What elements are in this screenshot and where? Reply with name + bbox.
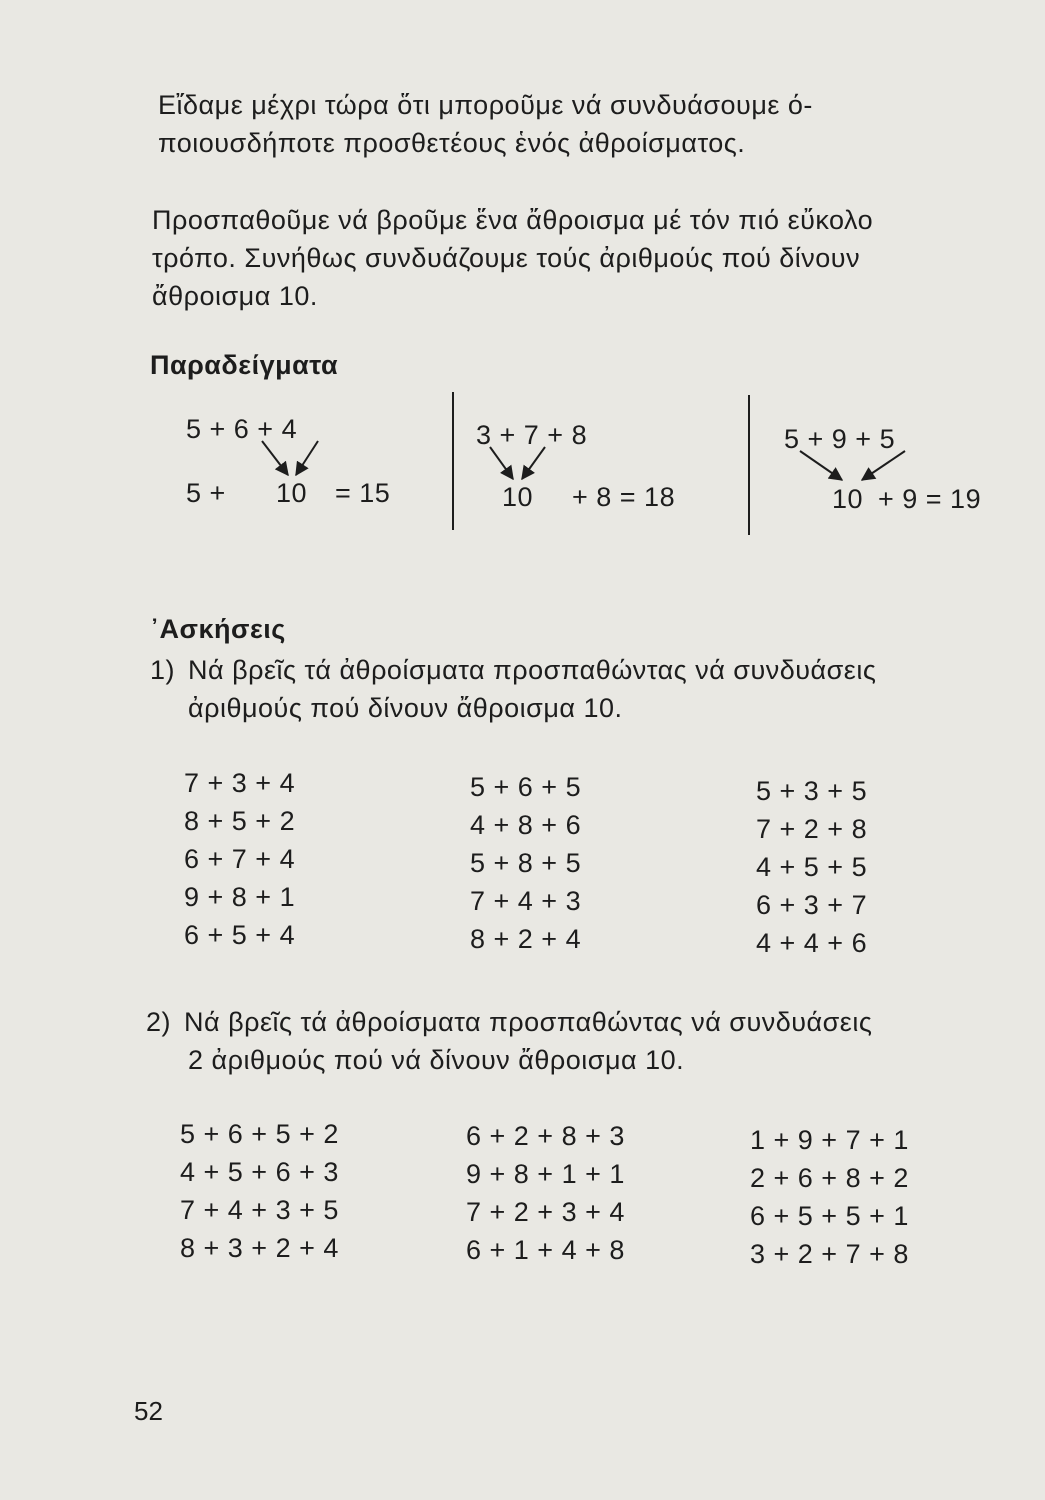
hint-line-3: ἄθροισμα 10. bbox=[152, 281, 318, 311]
exercise-1-column-2 bbox=[470, 768, 581, 958]
exercise-1-item: 8 + 5 + 2 bbox=[184, 806, 296, 836]
exercise-1-item: 8 + 2 + 4 bbox=[470, 924, 582, 954]
exercise-2-instructions bbox=[146, 1003, 872, 1079]
exercise-1-item: 6 + 5 + 4 bbox=[184, 920, 296, 950]
example-1-ten: 10 bbox=[276, 478, 308, 508]
intro-line-1: Εἴδαμε μέχρι τώρα ὅτι μποροῦμε νά συνδυάσουμε ό- bbox=[158, 90, 813, 120]
hint-line-1: Προσπαθοῦμε νά βροῦμε ἕνα ἄθροισμα μέ τόν πιό εὔκολο bbox=[152, 205, 874, 235]
hint-line-2: τρόπο. Συνήθως συνδυάζουμε τούς ἀριθμούς πού δίνουν bbox=[152, 243, 861, 273]
exercise-1-item: 4 + 8 + 6 bbox=[470, 810, 582, 840]
exercise-1-instructions bbox=[150, 651, 876, 727]
exercise-2-item: 5 + 6 + 5 + 2 bbox=[180, 1119, 339, 1149]
exercise-2-column-1 bbox=[180, 1115, 339, 1267]
exercise-2-item: 3 + 2 + 7 + 8 bbox=[750, 1239, 909, 1269]
example-2-arrow-left bbox=[490, 447, 513, 479]
example-2-arrow-right bbox=[522, 447, 545, 479]
exercise-1-item: 5 + 3 + 5 bbox=[756, 776, 868, 806]
exercise-1-number: 1) bbox=[150, 655, 176, 685]
example-1-result: = 15 bbox=[335, 478, 391, 508]
exercise-1-line-1: Νά βρεῖς τά ἀθροίσματα προσπαθώντας νά συνδυάσεις bbox=[188, 655, 877, 685]
exercise-2-item: 1 + 9 + 7 + 1 bbox=[750, 1125, 909, 1155]
exercise-1-column-3 bbox=[756, 772, 867, 962]
example-3-top: 5 + 9 + 5 bbox=[784, 424, 896, 454]
exercise-2-item: 6 + 5 + 5 + 1 bbox=[750, 1201, 909, 1231]
example-3-ten: 10 bbox=[832, 484, 864, 514]
exercise-2-item: 7 + 2 + 3 + 4 bbox=[466, 1197, 625, 1227]
exercise-2-line-2: 2 ἀριθμούς πού νά δίνουν ἄθροισμα 10. bbox=[188, 1045, 685, 1075]
exercise-2-item: 6 + 1 + 4 + 8 bbox=[466, 1235, 625, 1265]
example-2-result: + 8 = 18 bbox=[572, 482, 676, 512]
exercise-1-item: 7 + 4 + 3 bbox=[470, 886, 582, 916]
example-2-ten: 10 bbox=[502, 482, 534, 512]
exercise-1-line-2: ἀριθμούς πού δίνουν ἄθροισμα 10. bbox=[188, 693, 623, 723]
exercise-2-column-3 bbox=[750, 1121, 909, 1273]
example-2-top: 3 + 7 + 8 bbox=[476, 420, 588, 450]
example-3-arrow-right bbox=[862, 451, 905, 480]
example-3-result: + 9 = 19 bbox=[878, 484, 982, 514]
exercise-1-item: 7 + 2 + 8 bbox=[756, 814, 868, 844]
example-3-arrow-left bbox=[800, 451, 842, 480]
example-1-arrow-right bbox=[296, 441, 318, 475]
examples-heading: Παραδείγματα bbox=[150, 350, 339, 380]
intro-line-2: ποιουσδήποτε προσθετέους ἑνός ἀθροίσματος. bbox=[158, 128, 746, 158]
exercise-1-item: 5 + 8 + 5 bbox=[470, 848, 582, 878]
exercise-1-column-1 bbox=[184, 764, 295, 954]
example-1-arrow-left bbox=[262, 441, 288, 475]
exercise-2-item: 7 + 4 + 3 + 5 bbox=[180, 1195, 339, 1225]
exercise-1-item: 9 + 8 + 1 bbox=[184, 882, 296, 912]
example-1-top: 5 + 6 + 4 bbox=[186, 414, 298, 444]
exercise-1-item: 4 + 5 + 5 bbox=[756, 852, 868, 882]
exercise-2-item: 8 + 3 + 2 + 4 bbox=[180, 1233, 339, 1263]
exercise-2-item: 4 + 5 + 6 + 3 bbox=[180, 1157, 339, 1187]
exercise-2-number: 2) bbox=[146, 1007, 172, 1037]
exercise-1-item: 4 + 4 + 6 bbox=[756, 928, 868, 958]
exercise-2-column-2 bbox=[466, 1117, 625, 1269]
exercises-heading: ᾿Ασκήσεις bbox=[150, 614, 286, 644]
exercise-2-item: 6 + 2 + 8 + 3 bbox=[466, 1121, 625, 1151]
exercise-2-item: 9 + 8 + 1 + 1 bbox=[466, 1159, 625, 1189]
exercise-1-item: 5 + 6 + 5 bbox=[470, 772, 582, 802]
exercise-1-item: 6 + 7 + 4 bbox=[184, 844, 296, 874]
exercise-1-item: 6 + 3 + 7 bbox=[756, 890, 868, 920]
example-1-bottom-left: 5 + bbox=[186, 478, 226, 508]
exercise-2-line-1: Νά βρεῖς τά ἀθροίσματα προσπαθώντας νά συνδυάσεις bbox=[184, 1007, 873, 1037]
exercise-2-item: 2 + 6 + 8 + 2 bbox=[750, 1163, 909, 1193]
page-number: 52 bbox=[134, 1396, 163, 1426]
exercise-1-item: 7 + 3 + 4 bbox=[184, 768, 296, 798]
